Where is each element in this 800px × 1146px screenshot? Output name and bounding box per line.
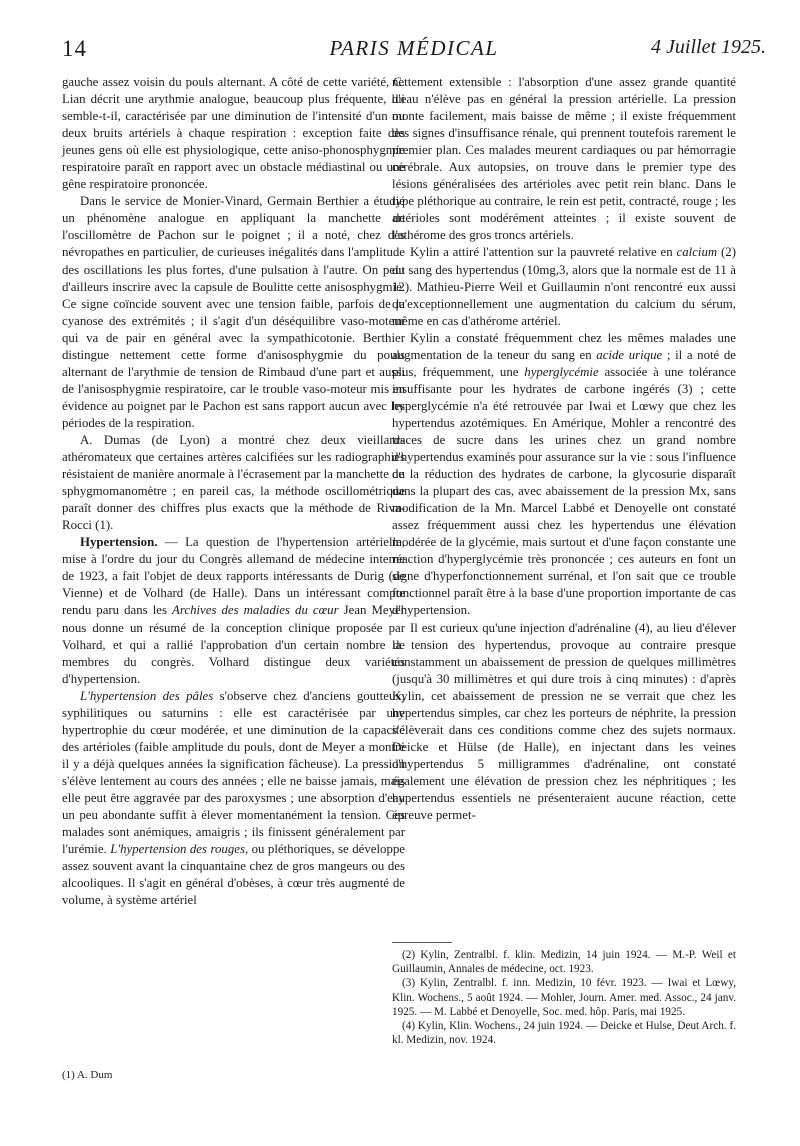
left-column <box>62 74 405 909</box>
text-run: gauche assez voisin du pouls alternant. A côté de cette variété, C. Lian décrit une arythmie analogue, beaucoup plus fréquente, lui semble-t-il, caractérisée par une diminution de l'intensité d'un ou deux bruits artériels à chaque respiration : exception faite des jeunes gens où elle est physiologique, cette aniso-phonosphygmie respiratoire paraît en rapport avec un obstacle médiastinal ou une gêne respiratoire prononcée. <box>62 75 405 192</box>
footnote: (3) Kylin, Zentralbl. f. inn. Medizin, 10 févr. 1923. — Iwai et Lœwy, Klin. Wochens., 5 août 1924. — Mohler, Journ. Amer. med. Assoc., 24 janv. 1925. — M. Labbé et Denoyelle, Soc. med. hôp. Paris, mai 1925. <box>392 977 736 1018</box>
journal-title: PARIS MÉDICAL <box>329 36 499 60</box>
text-run: s'observe chez d'anciens goutteux, syphilitiques ou saturnins : elle est caractérisée par une hypertrophie du cœur modérée, et une diminution de la capacité des artérioles (faible amplitude du pouls, dont de Meyer a montré il y a déjà quelques années la signification fâcheuse). La pression s'élève lentement au cours des années ; elle ne baisse jamais, mais elle peut être aggravée par des paroxysmes ; une absorption d'eau un peu abondante suffit à élever momentanément la tension. Ces malades sont anémiques, amaigris ; ils finissent généralement par l'urémie. <box>62 688 405 857</box>
text-run: Il est curieux qu'une injection d'adrénaline (4), au lieu d'élever la tension des hypertendus, provoque au contraire presque constamment un abaissement de pression de quelques millimètres (jusqu'à 30 millimètres et qui dure trois à cinq minutes) : d'après Kylin, cet abaissement de pression ne se verrait que chez les hypertendus simples, car chez les porteurs de néphrite, la pression s'élèverait dans ces conditions comme chez des sujets normaux. Deicke et Hülse (de Halle), en injectant dans les veines d'hypertendus 5 milligrammes d'adrénaline, ont constaté également une élévation de pression chez les néphritiques ; les hypertendus essentiels ne présenteraient aucune réaction, cette épreuve permet- <box>392 620 736 823</box>
paragraph <box>62 688 405 910</box>
text-run: L'hypertension des rouges <box>110 842 245 857</box>
footnote: (2) Kylin, Zentralbl. f. klin. Medizin, 14 juin 1924. — M.-P. Weil et Guillaumin, Annales de médecine, oct. 1923. <box>392 949 736 976</box>
text-run: calcium <box>676 245 718 260</box>
text-run: hyperglycémie <box>524 364 599 379</box>
page-number: 14 <box>62 36 87 61</box>
text-run: A. Dumas (de Lyon) a montré chez deux vieillards athéromateux que certaines artères calcifiées sur les radiographies résistaient de manière anormale à l'écrasement par la manchette du sphygmomanomètre ; en pareil cas, la méthode oscillométrique paraît donner des chiffres plus exacts que la méthode de Riva-Rocci (1). <box>62 432 405 533</box>
footnote-rule <box>392 942 452 943</box>
paragraph <box>392 244 736 329</box>
paragraph <box>392 620 736 825</box>
text-run: ; il a noté de plus, fréquemment, une <box>392 347 737 379</box>
text-run: L'hypertension des pâles <box>80 688 214 703</box>
text-run: Archives des maladies du cœur <box>172 603 339 618</box>
text-run: Jean Meyer nous donne un résumé de la conception clinique proposée par Volhard, et qui a rallié l'approbation d'un certain nombre de membres du congrès. Volhard distingue deux variétés d'hypertension. <box>62 603 406 686</box>
text-run: acide urique <box>596 347 663 362</box>
text-run: Kylin a attiré l'attention sur la pauvreté relative en <box>410 245 677 260</box>
paragraph <box>62 193 405 432</box>
paragraph <box>62 534 405 687</box>
text-run: nettement extensible : l'absorption d'une assez grande quantité d'eau n'élève pas en général la pression artérielle. La pression monte facilement, mais baisse de même ; il existe fréquemment des signes d'insuffisance rénale, qui prennent toutefois rarement le premier plan. Ces malades meurent cardiaques ou par hémorragie cérébrale. Aux autopsies, on trouve dans le premier type des lésions généralisées des artérioles avec petit rein blanc. Dans le type pléthorique au contraire, le rein est petit, contracté, rouge ; les artérioles sont modérément atteintes ; il existe souvent de l'athérome des gros troncs artériels. <box>392 75 736 243</box>
text-run: — La question de l'hypertension artérielle, mise à l'ordre du jour du Congrès allemand de médecine interne de 1923, a fait l'objet de deux rapports intéressants de Durig (de Vienne) et de Volhard (de Halle). Dans un intéressant compte rendu paru dans les <box>62 535 405 618</box>
text-run: , ou pléthoriques, se développe assez souvent avant la cinquantaine chez de gros mangeurs ou des alcooliques. Il s'agit en général d'obèses, à cœur très augmenté de volume, à système artériel <box>62 842 405 908</box>
text-run: (2) du sang des hypertendus (10mg,3, alors que la normale est de 11 à 12). Mathieu-Pierre Weil et Guillaumin n'ont rencontré eux aussi qu'exceptionnellement une augmentation du calcium du sérum, même en cas d'athérome artériel. <box>392 245 737 328</box>
right-column <box>392 74 736 824</box>
footnotes <box>392 948 736 1047</box>
text-run: associée à une tolérance insuffisante pour les hydrates de carbone ingérés (3) ; cette hyperglycémie n'a été retrouvée par Iwai et Lœwy que chez les hypertendus azotémiques. En Amérique, Mohler a rencontré des traces de sucre dans les urines chez un grand nombre d'hypertendus examinés pour assurance sur la vie : sous l'influence de la réduction des hydrates de carbone, la glycosurie disparaît dans la plupart des cas, avec abaissement de la pression Mx, sans modification de la Mn. Marcel Labbé et Denoyelle ont constaté assez fréquemment aussi chez les hypertendus une élévation modérée de la glycémie, mais surtout et d'une façon constante une réaction d'hyperglycémie très prononcée ; ces auteurs en font un signe d'hyperfonctionnement surrénal, et l'on sait que ce trouble fonctionnel paraît être à la base d'une proportion importante de cas d'hypertension. <box>392 364 736 618</box>
paragraph <box>62 432 405 534</box>
left-footnote: (1) A. Dum <box>62 1069 113 1081</box>
footnote: (4) Kylin, Klin. Wochens., 24 juin 1924. — Deicke et Hulse, Deut Arch. f. kl. Medizin, nov. 1924. <box>392 1020 736 1047</box>
section-heading: Hypertension. <box>80 535 158 550</box>
page-header <box>62 34 766 64</box>
paragraph <box>62 74 405 193</box>
text-run: Kylin a constaté fréquemment chez les mêmes malades une augmentation de la teneur du sang en <box>392 330 736 362</box>
paragraph <box>392 330 736 620</box>
issue-date: 4 Juillet 1925. <box>651 36 766 58</box>
paragraph <box>392 74 736 244</box>
text-run: Dans le service de Monier-Vinard, Germain Berthier a étudié un phénomène analogue en appliquant la manchette de l'oscillomètre de Pachon sur le poignet ; il a noté, chez des névropathes en particulier, de curieuses inégalités dans l'amplitude des oscillations les plus fortes, d'une pulsation à l'autre. On peut d'ailleurs inscrire avec la capsule de Boulitte cette anisosphygmie. Ce signe coïncide souvent avec une tension faible, parfois de la cyanose des extrémités ; il s'agit d'un déséquilibre vaso-moteur qui va de pair en général avec la sympathicotonie. Berthier distingue nettement cette forme d'anisosphygmie du pouls alternant de l'arythmie de tension de Rimbaud d'une part et aussi de l'anisosphygmie respiratoire, car le trouble vaso-moteur mis en évidence au poignet par le Pachon est sans rapport aucun avec les périodes de la respiration. <box>62 194 405 430</box>
